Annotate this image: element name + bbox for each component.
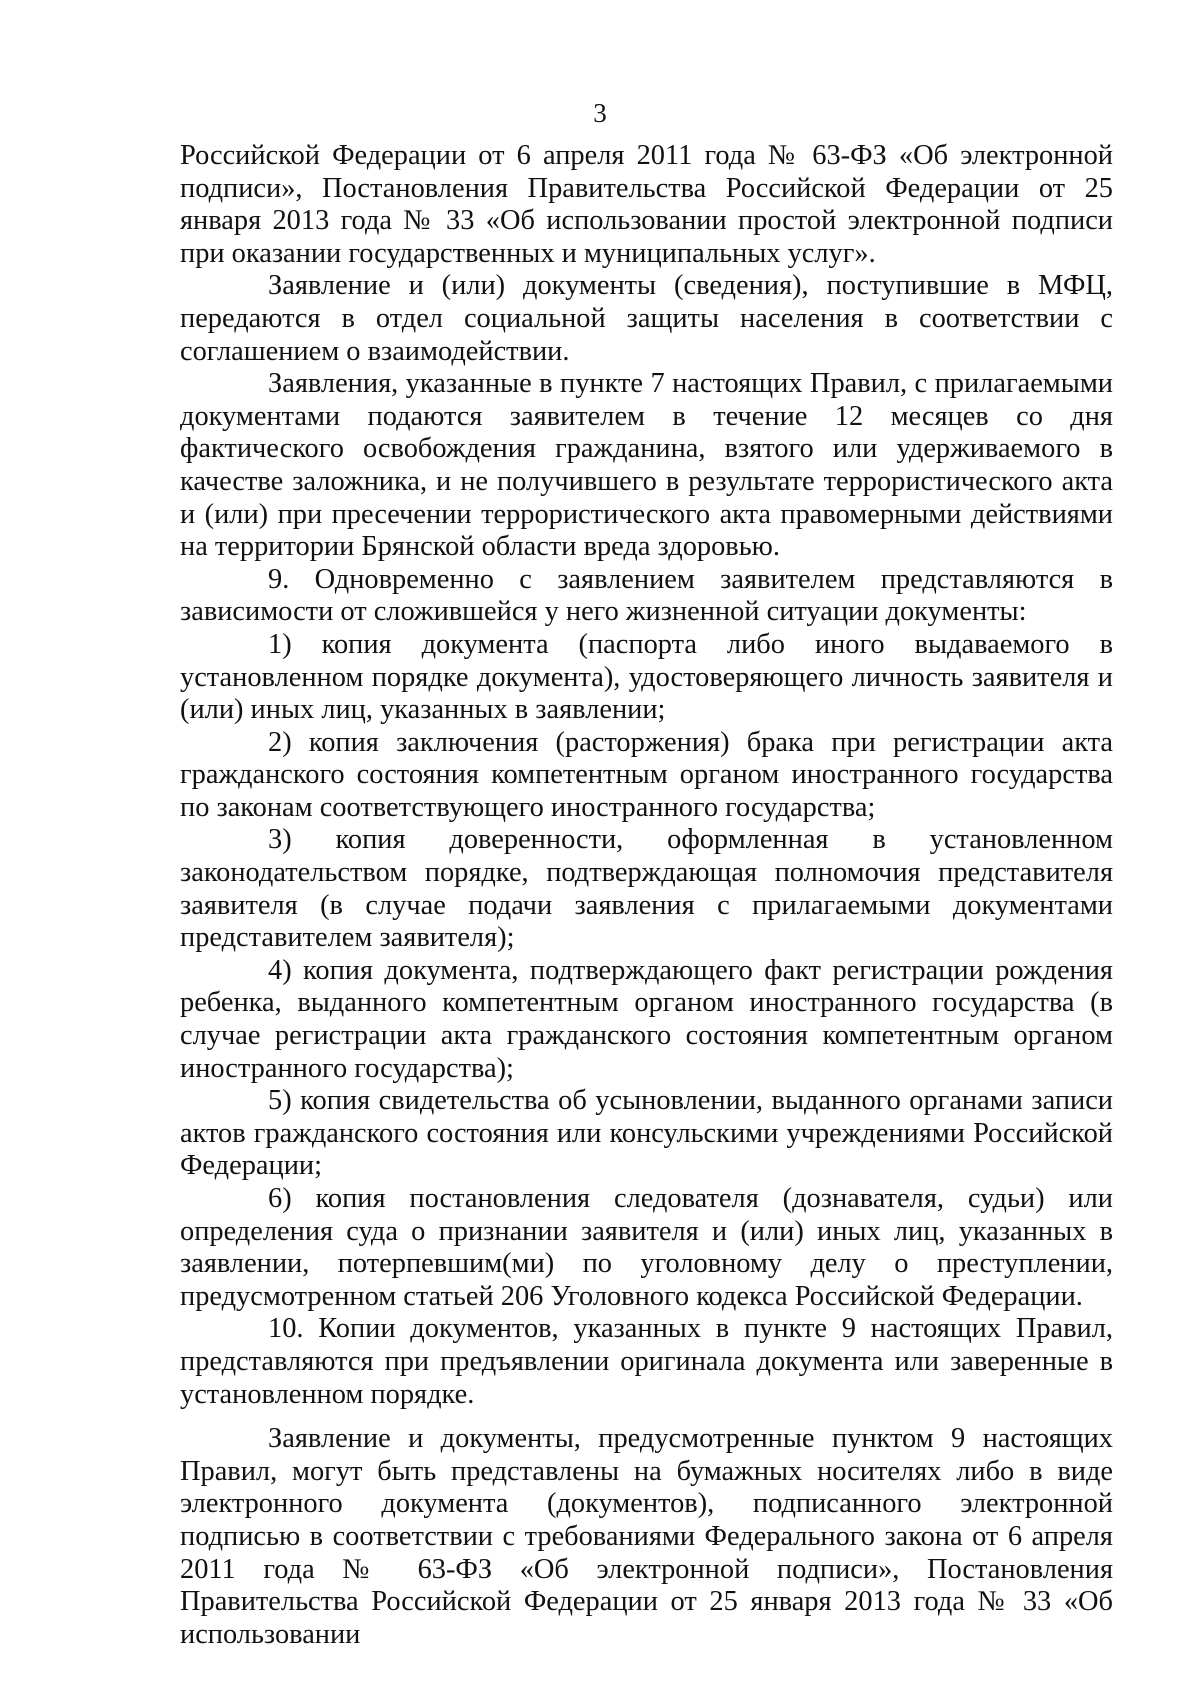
list-item-6: 6) копия постановления следователя (дознавателя, судьи) или определения суда о признании заявителя и (или) иных лиц, указанных в заявлении, потерпевшим(ми) по уголовному делу о преступлении, предусмотренном статьей 206 Уголовного кодекса Российской Федерации. [180,1183,1113,1312]
list-item-2: 2) копия заключения (расторжения) брака при регистрации акта гражданского состояния компетентным органом иностранного государства по законам соответствующего иностранного государства; [180,726,1113,823]
list-item-3: 3) копия доверенности, оформленная в установленном законодательством порядке, подтверждающая полномочия представителя заявителя (в случае подачи заявления с прилагаемыми документами представителем заявителя); [180,824,1113,954]
paragraph-item-9: 9. Одновременно с заявлением заявителем представляются в зависимости от сложившейся у него жизненной ситуации документы: [180,563,1113,628]
page-number: 3 [593,98,607,128]
list-item-4: 4) копия документа, подтверждающего факт регистрации рождения ребенка, выданного компетентным органом иностранного государства (в случае регистрации акта гражданского состояния компетентным органом иностранного государства); [180,954,1113,1084]
paragraph-electronic-submission: Заявление и документы, предусмотренные пунктом 9 настоящих Правил, могут быть представлены на бумажных носителях либо в виде электронного документа (документов), подписанного электронной подписью в соответствии с требованиями Федерального закона от 6 апреля 2011 года № 63-ФЗ «Об электронной подписи», Постановления Правительства Российской Федерации от 25 января 2013 года № 33 «Об использовании [180,1423,1113,1650]
paragraph-application-deadline: Заявления, указанные в пункте 7 настоящих Правил, с прилагаемыми документами подаются заявителем в течение 12 месяцев со дня фактического освобождения гражданина, взятого или удерживаемого в качестве заложника, и не получившего в результате террористического акта и (или) при пресечении террористического акта правомерными действиями на территории Брянской области вреда здоровью. [180,368,1113,563]
paragraph-mfc-transfer: Заявление и (или) документы (сведения), поступившие в МФЦ, передаются в отдел социальной защиты населения в соответствии с соглашением о взаимодействии. [180,270,1113,367]
paragraph-item-10: 10. Копии документов, указанных в пункте 9 настоящих Правил, представляются при предъявлении оригинала документа или заверенные в установленном порядке. [180,1313,1113,1410]
list-item-1: 1) копия документа (паспорта либо иного выдаваемого в установленном порядке документа), удостоверяющего личность заявителя и (или) иных лиц, указанных в заявлении; [180,628,1113,726]
list-item-5: 5) копия свидетельства об усыновлении, выданного органами записи актов гражданского состояния или консульскими учреждениями Российской Федерации; [180,1085,1113,1182]
document-body [180,140,1113,1651]
paragraph-continuation: Российской Федерации от 6 апреля 2011 года № 63-ФЗ «Об электронной подписи», Постановления Правительства Российской Федерации от 25 января 2013 года № 33 «Об использовании простой электронной подписи при оказании государственных и муниципальных услуг». [180,140,1113,269]
